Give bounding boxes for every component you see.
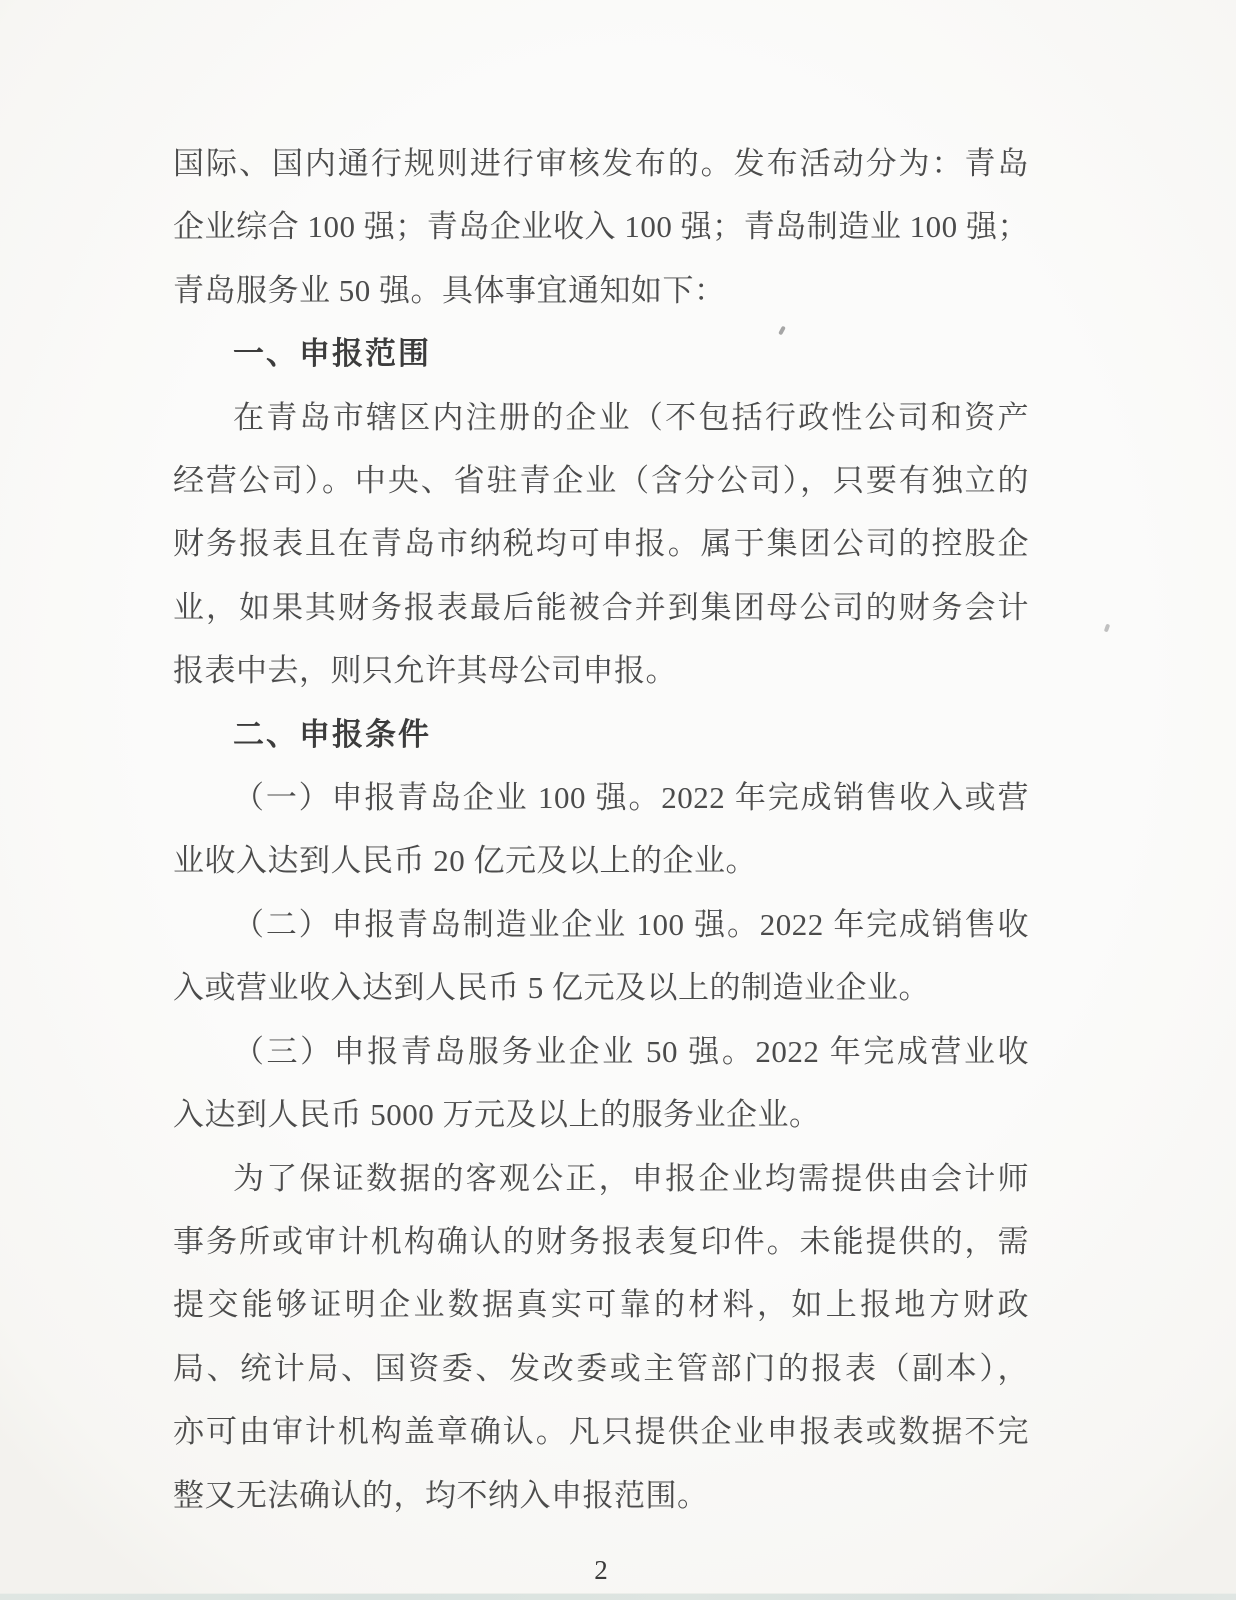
ink-speck — [1104, 624, 1110, 633]
scan-edge-artifact — [0, 1593, 1236, 1600]
text-line: 入达到人民币 5000 万元及以上的服务业企业。 — [173, 1097, 821, 1133]
section-heading-1: 一、申报范围 — [233, 336, 431, 372]
text-line: 业收入达到人民币 20 亿元及以上的企业。 — [173, 843, 757, 879]
text-line: 报表中去，则只允许其母公司申报。 — [173, 653, 677, 689]
text-line: 青岛服务业 50 强。具体事宜通知如下： — [173, 272, 726, 308]
text-line: 亦可由审计机构盖章确认。凡只提供企业申报表或数据不完 — [173, 1414, 1029, 1450]
text-line: 局、统计局、国资委、发改委或主管部门的报表（副本）， — [173, 1350, 1029, 1386]
text-line: （二）申报青岛制造业企业 100 强。2022 年完成销售收 — [233, 906, 1029, 942]
text-line: 整又无法确认的，均不纳入申报范围。 — [173, 1477, 709, 1513]
text-line: 入或营业收入达到人民币 5 亿元及以上的制造业企业。 — [173, 970, 930, 1006]
document-body — [173, 132, 1029, 1527]
section-heading-2: 二、申报条件 — [233, 716, 431, 752]
text-line: （一）申报青岛企业 100 强。2022 年完成销售收入或营 — [233, 780, 1029, 816]
text-line: 国际、国内通行规则进行审核发布的。发布活动分为：青岛 — [173, 146, 1029, 181]
text-line: 在青岛市辖区内注册的企业（不包括行政性公司和资产 — [233, 399, 1029, 435]
text-line: 事务所或审计机构确认的财务报表复印件。未能提供的，需 — [173, 1223, 1029, 1259]
page-number: 2 — [594, 1555, 608, 1585]
text-line: 为了保证数据的客观公正，申报企业均需提供由会计师 — [233, 1160, 1029, 1196]
text-line: 提交能够证明企业数据真实可靠的材料，如上报地方财政 — [173, 1287, 1029, 1323]
text-line: 企业综合 100 强；青岛企业收入 100 强；青岛制造业 100 强； — [173, 209, 1029, 245]
text-line: 经营公司）。中央、省驻青企业（含分公司），只要有独立的 — [173, 463, 1029, 499]
text-line: 业，如果其财务报表最后能被合并到集团母公司的财务会计 — [173, 589, 1029, 625]
text-line: （三）申报青岛服务业企业 50 强。2022 年完成营业收 — [233, 1033, 1029, 1069]
text-line: 财务报表且在青岛市纳税均可申报。属于集团公司的控股企 — [173, 526, 1029, 562]
